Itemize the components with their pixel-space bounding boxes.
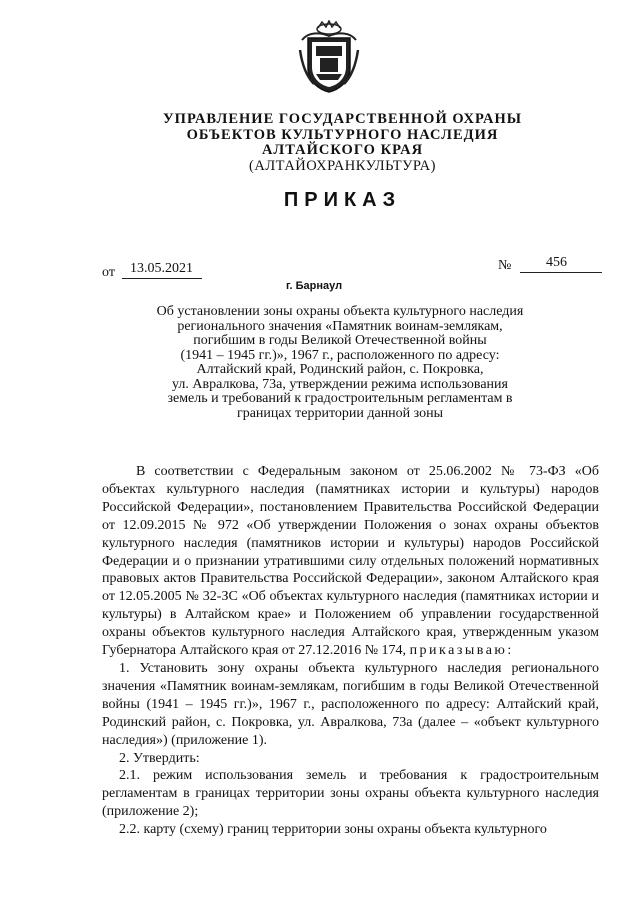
city: г. Барнаул (286, 280, 343, 292)
item-2-1: 2.1. режим использования земель и требования к градостроительным регламентам в границах территории зоны охраны объекта культурного наследия (приложение 2); (102, 768, 599, 820)
org-line-1: УПРАВЛЕНИЕ ГОСУДАРСТВЕННОЙ ОХРАНЫ (163, 111, 522, 127)
date-underline (122, 278, 202, 279)
coat-of-arms-icon (298, 20, 360, 94)
preamble-paragraph (102, 463, 599, 660)
order-word: приказываю: (409, 643, 514, 659)
order-subject (130, 305, 550, 421)
number-prefix: № (498, 258, 512, 273)
item-2: 2. Утвердить: (119, 750, 200, 766)
preamble-text: В соответствии с Федеральным законом от 25.06.2002 № 73-ФЗ «Об объектах культурного наследия (памятниках истории и культуры) народов Российской Федерации», постановлением Правительства Российской Федерации от 12.09.2015 № 972 «Об утверждении Положения о зонах охраны объектов культурного наследия (памятников истории и культуры) народов Российской Федерации и о признании утратившими силу отдельных положений нормативных правовых актов Правительства Российской Федерации», законом Алтайского края от 12.05.2005 № 32-ЗС «Об объектах культурного наследия (памятниках истории и культуры) в Алтайском крае» и Положением об управлении государственной охраны объектов культурного наследия Алтайского края, утвержденным указом Губернатора Алтайского края от 27.12.2016 № 174, (102, 464, 599, 659)
organization-name (0, 112, 640, 174)
subject-line: границах территории данной зоны (236, 405, 444, 421)
order-date: 13.05.2021 (130, 261, 193, 276)
subject-line: Об установлении зоны охраны объекта культурного наследия (156, 304, 524, 319)
item-1: 1. Установить зону охраны объекта культурного наследия регионального значения «Памятник воинам-землякам, погибшим в годы Великой Отечественной войны (1941 – 1945 гг.)», 1967 г., расположенного по адресу: Алтайский край, Родинский район, с. Покровка, ул. Авралкова, 73а (далее – «объект культурного наследия») (приложение 1). (102, 660, 599, 748)
org-line-3: АЛТАЙСКОГО КРАЯ (261, 142, 424, 158)
date-prefix: от (102, 265, 115, 280)
subject-line: регионального значения «Памятник воинам-землякам, (177, 318, 503, 334)
subject-line: (1941 – 1945 гг.)», 1967 г., расположенного по адресу: (180, 347, 500, 363)
order-number: 456 (546, 255, 567, 270)
number-underline (520, 272, 602, 273)
subject-line: земель и требований к градостроительным регламентам в (167, 391, 513, 406)
item-2-2: 2.2. карту (схему) границ территории зоны охраны объекта культурного (119, 822, 547, 838)
subject-line: погибшим в годы Великой Отечественной войны (193, 333, 487, 348)
subject-line: ул. Авралкова, 73а, утверждении режима использования (172, 376, 508, 392)
document-title: ПРИКАЗ (283, 189, 402, 211)
subject-line: Алтайский край, Родинский район, с. Покровка, (196, 362, 484, 377)
order-body (102, 463, 599, 839)
org-line-2: ОБЪЕКТОВ КУЛЬТУРНОГО НАСЛЕДИЯ (186, 126, 499, 143)
org-line-4: (АЛТАЙОХРАНКУЛЬТУРА) (249, 157, 436, 174)
